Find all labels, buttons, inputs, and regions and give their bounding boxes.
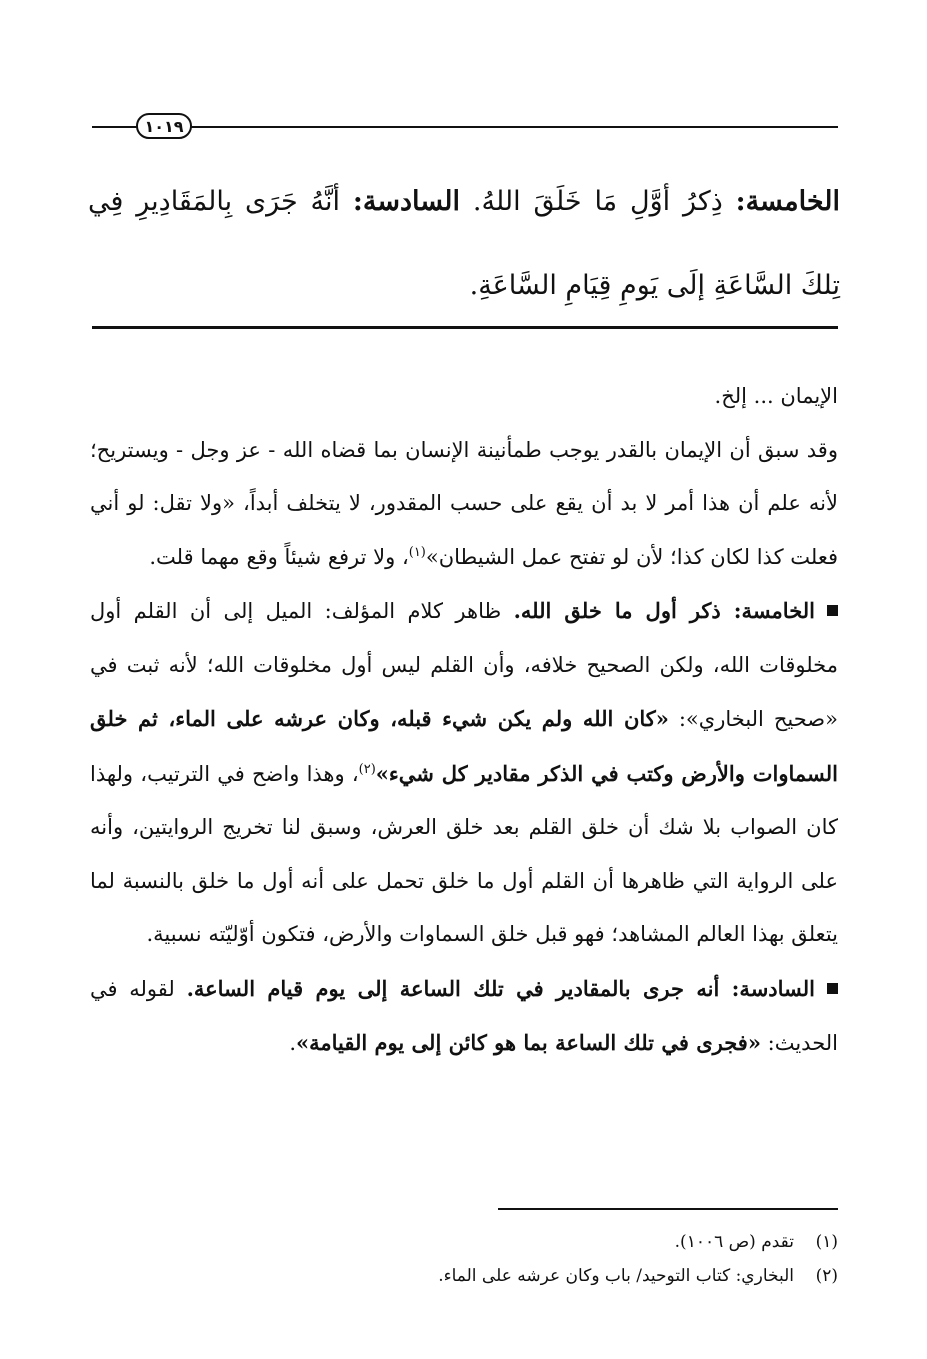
- paragraph-4-end: .: [289, 1031, 297, 1055]
- paragraph-4-text-a: لقوله في الحديث:: [90, 976, 838, 1055]
- header-rule-right: [190, 126, 838, 128]
- matn-label-sixth: السادسة:: [352, 186, 461, 217]
- commentary-paragraph-1: الإيمان ... إلخ.: [714, 384, 838, 408]
- commentary-body: [90, 370, 838, 1071]
- paragraph-2-text: وقد سبق أن الإيمان بالقدر يوجب طمأنينة الإنسان بما قضاه الله - عز وجل - ويستريح؛ لأنه علم أن هذا أمر لا بد أن يقع على حسب المقدور، لا يتخلف أبداً، «ولا تقل: لو أني فعلت كذا لكان كذا؛ لأن لو تفتح عمل الشيطان»: [90, 437, 838, 569]
- footnote-1-number: (١): [815, 1232, 838, 1252]
- footnote-separator-rule: [498, 1208, 838, 1210]
- paragraph-2-end: ، ولا ترفع شيئاً وقع مهما قلت.: [149, 544, 409, 569]
- header-rule-left: [92, 126, 140, 128]
- paragraph-3-text-a: ظاهر كلام المؤلف: الميل إلى أن القلم أول مخلوقات الله، ولكن الصحيح خلافه، وأن القلم ليس أول مخلوقات الله؛ لأنه ثبت في «صحيح البخاري»:: [90, 599, 838, 731]
- paragraph-3-heading: الخامسة: ذكر أول ما خلق الله.: [513, 598, 815, 623]
- matn-separator-rule: [92, 326, 838, 329]
- matn-label-fifth: الخامسة:: [735, 186, 840, 217]
- page-number-badge: ١٠١٩: [136, 113, 192, 139]
- footnote-2-text: البخاري: كتاب التوحيد/ باب وكان عرشه على الماء.: [438, 1266, 794, 1286]
- footnote-1: [300, 1225, 838, 1259]
- footnotes: [300, 1225, 838, 1293]
- footnote-2-number: (٢): [815, 1266, 838, 1286]
- footnote-2: [300, 1259, 838, 1293]
- footnote-ref-1: (١): [408, 544, 426, 560]
- commentary-paragraph-3: [90, 584, 838, 962]
- square-bullet-icon: [827, 983, 838, 994]
- square-bullet-icon: [827, 605, 838, 616]
- footnote-ref-2: (٢): [358, 761, 376, 777]
- paragraph-3-hadith-quote: «كان الله ولم يكن شيء قبله، وكان عرشه على الماء، ثم خلق السماوات والأرض وكتب في الذكر مقادير كل شيء»: [90, 706, 838, 786]
- paragraph-3-text-b: ، وهذا واضح في الترتيب، ولهذا كان الصواب بلا شك أن خلق القلم بعد خلق العرش، وسبق لنا تخريج الروايتين، وأنه على الرواية التي ظاهرها أن القلم أول ما خلق تحمل على أنه أول ما خلق بالنسبة لما يتعلق بهذا العالم المشاهد؛ فهو قبل خلق السماوات والأرض، فتكون أوّليّته نسبية.: [90, 761, 838, 946]
- matn-text: [88, 160, 840, 328]
- matn-text-sixth: أنَّهُ جَرَى بِالمَقَادِيرِ فِي تِلكَ السَّاعَةِ إلَى يَومِ قِيَامِ السَّاعَةِ.: [88, 186, 840, 301]
- commentary-paragraph-4: [90, 962, 838, 1071]
- paragraph-4-heading: السادسة: أنه جرى بالمقادير في تلك الساعة إلى يوم قيام الساعة.: [186, 975, 816, 1001]
- matn-text-fifth: ذِكرُ أوَّلِ مَا خَلَقَ اللهُ.: [472, 186, 723, 217]
- footnote-1-text: تقدم (ص ١٠٠٦).: [674, 1232, 794, 1252]
- paragraph-4-hadith-quote: «فجرى في تلك الساعة بما هو كائن إلى يوم القيامة»: [296, 1030, 761, 1055]
- commentary-paragraph-2: [90, 424, 838, 585]
